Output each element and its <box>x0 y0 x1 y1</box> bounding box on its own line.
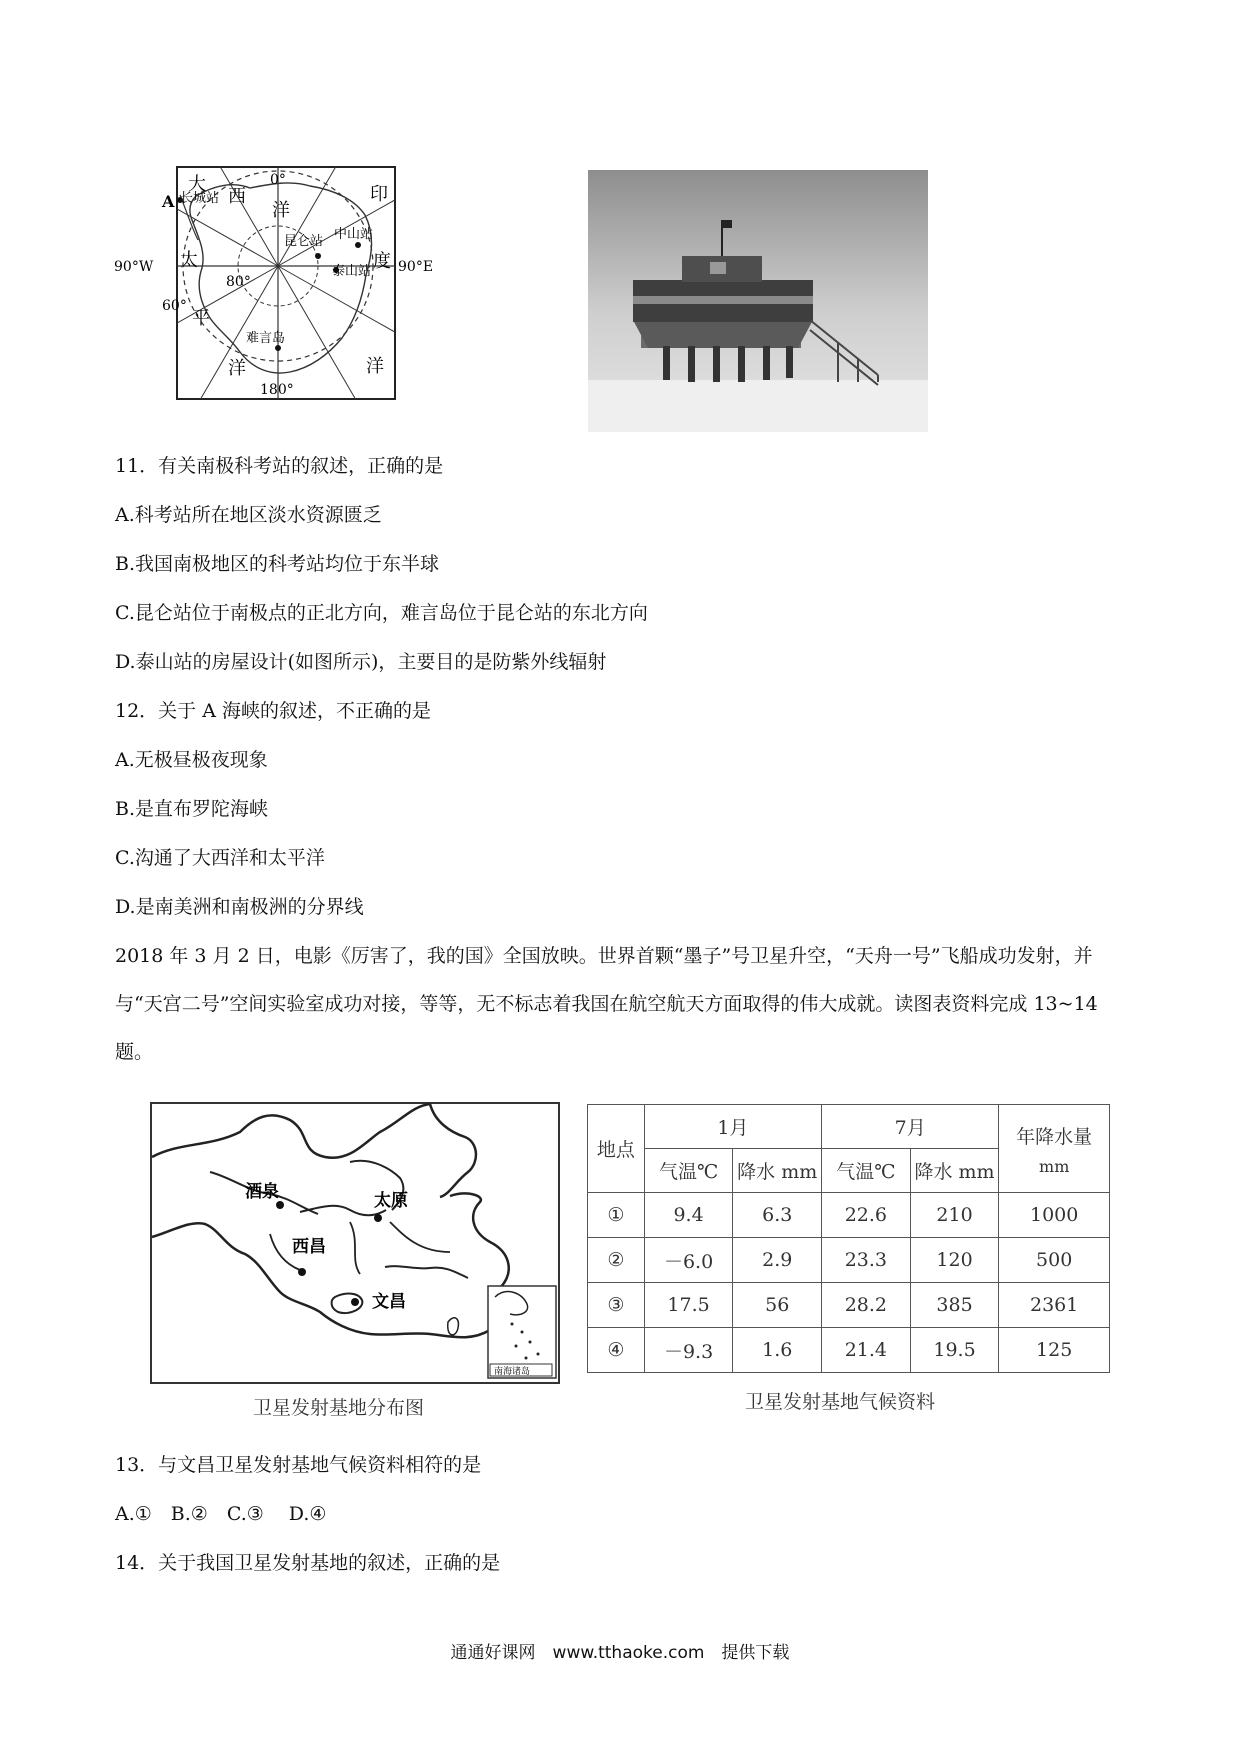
ocean-label: 平 <box>192 308 210 329</box>
cell: 6.3 <box>733 1193 822 1238</box>
china-map-caption: 卫星发射基地分布图 <box>253 1397 425 1419</box>
q12-option-d: D.是南美洲和南极洲的分界线 <box>115 896 364 918</box>
table-row <box>588 1328 1110 1373</box>
q12-stem: 12．关于 A 海峡的叙述，不正确的是 <box>115 700 431 722</box>
cell: 385 <box>910 1283 999 1328</box>
cell: 28.2 <box>822 1283 911 1328</box>
city-label-wenchang: 文昌 <box>372 1292 406 1312</box>
cell: ③ <box>588 1283 645 1328</box>
q11-option-d: D.泰山站的房屋设计(如图所示)，主要目的是防紫外线辐射 <box>115 651 607 673</box>
ocean-label: 大 <box>188 174 206 195</box>
q11-stem: 11．有关南极科考站的叙述，正确的是 <box>115 455 444 477</box>
ocean-label: 印 <box>370 184 388 205</box>
cell: －9.3 <box>644 1328 733 1373</box>
station-label-kunlun: 昆仑站 <box>284 234 324 249</box>
q11-option-a: A.科考站所在地区淡水资源匮乏 <box>115 504 382 526</box>
header-jul: 7月 <box>822 1105 999 1149</box>
china-launch-map <box>150 1102 560 1384</box>
cell: －6.0 <box>644 1238 733 1283</box>
table-row <box>588 1193 1110 1238</box>
cell: 1000 <box>999 1193 1110 1238</box>
cell: 22.6 <box>822 1193 911 1238</box>
header-jan: 1月 <box>644 1105 821 1149</box>
climate-table <box>587 1104 1110 1373</box>
cell: 17.5 <box>644 1283 733 1328</box>
header-place: 地点 <box>588 1105 645 1193</box>
cell: 500 <box>999 1238 1110 1283</box>
cell: 2.9 <box>733 1238 822 1283</box>
q11-option-b: B.我国南极地区的科考站均位于东半球 <box>115 553 440 575</box>
ocean-label: 度 <box>373 251 391 272</box>
cell: 9.4 <box>644 1193 733 1238</box>
lat-label-60: 60° <box>162 298 187 314</box>
lon-label-90e: 90°E <box>398 259 434 275</box>
city-label-jiuquan: 酒泉 <box>245 1182 279 1202</box>
point-a-label: A <box>162 192 175 211</box>
table-row <box>588 1283 1110 1328</box>
station-label-zhongshan: 中山站 <box>334 227 374 242</box>
cell: 21.4 <box>822 1328 911 1373</box>
ocean-label: 洋 <box>228 358 246 379</box>
station-dot <box>315 253 321 259</box>
lon-label-0: 0° <box>270 172 286 188</box>
inset-label: 南海诸岛 <box>494 1367 531 1377</box>
cell: 56 <box>733 1283 822 1328</box>
sub-prec-jan: 降水 mm <box>733 1149 822 1193</box>
station-label-nanyan: 难言岛 <box>246 331 286 346</box>
header-annual <box>999 1105 1110 1193</box>
ocean-label: 西 <box>228 186 246 207</box>
cell: 120 <box>910 1238 999 1283</box>
q12-option-b: B.是直布罗陀海峡 <box>115 798 269 820</box>
sub-temp-jul: 气温℃ <box>822 1149 911 1193</box>
intro-paragraph: 2018 年 3 月 2 日，电影《厉害了，我的国》全国放映。世界首颗“墨子”号卫星升空，“天舟一号”飞船成功发射，并与“天宫二号”空间实验室成功对接，等等，无不标志着我国在航空航天方面取得的伟大成就。读图表资料完成 13~14 题。 <box>115 945 1098 1063</box>
q14-stem: 14．关于我国卫星发射基地的叙述，正确的是 <box>115 1552 501 1574</box>
q13-options: A.① B.② C.③ D.④ <box>115 1503 327 1525</box>
station-label-taishan: 泰山站 <box>332 264 372 279</box>
header-annual-unit: mm <box>1039 1156 1070 1176</box>
q12-option-c: C.沟通了大西洋和太平洋 <box>115 847 325 869</box>
station-photo <box>588 170 928 432</box>
q12-option-a: A.无极昼极夜现象 <box>115 749 268 771</box>
q13-stem: 13．与文昌卫星发射基地气候资料相符的是 <box>115 1454 482 1476</box>
table-row <box>588 1238 1110 1283</box>
cell: ② <box>588 1238 645 1283</box>
q11-option-c: C.昆仑站位于南极点的正北方向，难言岛位于昆仑站的东北方向 <box>115 602 648 624</box>
header-annual-label: 年降水量 <box>1016 1125 1093 1148</box>
cell: 1.6 <box>733 1328 822 1373</box>
cell: 210 <box>910 1193 999 1238</box>
ocean-label: 太 <box>180 250 198 271</box>
sub-prec-jul: 降水 mm <box>910 1149 999 1193</box>
cell: ④ <box>588 1328 645 1373</box>
cell: 125 <box>999 1328 1110 1373</box>
station-dot <box>355 242 361 248</box>
antarctica-map <box>100 140 460 440</box>
cell: 19.5 <box>910 1328 999 1373</box>
city-label-xichang: 西昌 <box>292 1237 326 1257</box>
cell: ① <box>588 1193 645 1238</box>
sub-temp-jan: 气温℃ <box>644 1149 733 1193</box>
ocean-label: 洋 <box>272 200 290 221</box>
station-label-changcheng: 长城站 <box>180 191 220 206</box>
cell: 23.3 <box>822 1238 911 1283</box>
city-label-taiyuan: 太原 <box>374 1191 408 1211</box>
lon-label-90w: 90°W <box>114 259 154 275</box>
cell: 2361 <box>999 1283 1110 1328</box>
page-footer: 通通好课网 www.tthaoke.com 提供下载 <box>450 1643 790 1663</box>
climate-table-caption: 卫星发射基地气候资料 <box>745 1391 936 1413</box>
lat-label-80: 80° <box>226 274 251 290</box>
lon-label-180: 180° <box>260 382 294 398</box>
ocean-label: 洋 <box>366 356 384 377</box>
nanhai-inset <box>488 1286 556 1378</box>
